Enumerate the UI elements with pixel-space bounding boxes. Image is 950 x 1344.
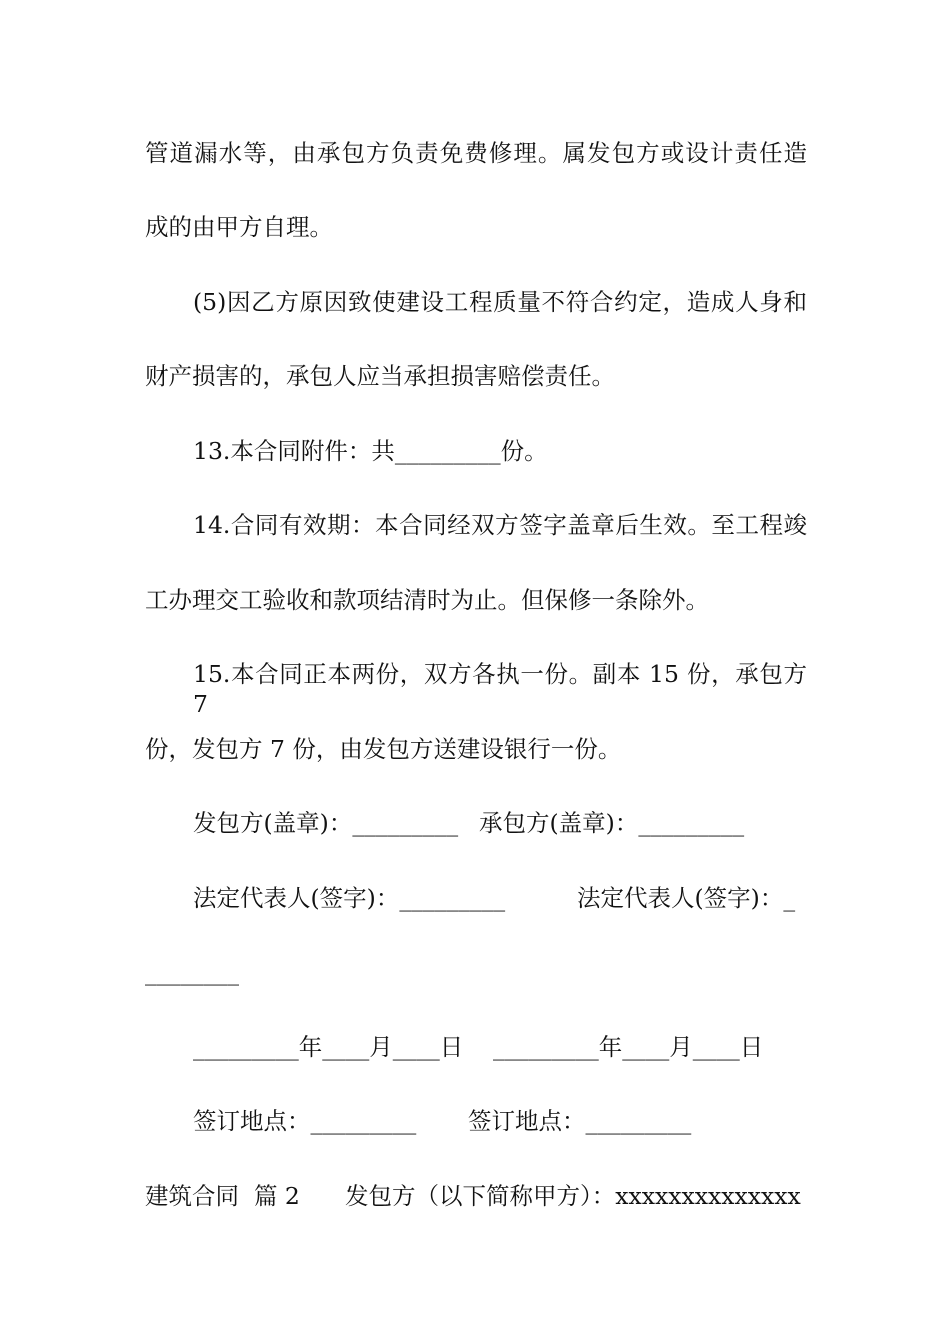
place-row [193,1106,807,1136]
next-section-row [145,1181,807,1211]
paragraph-line: 管道漏水等，由承包方负责免费修理。属发包方或设计责任造 [145,139,807,167]
party-a-seal: 发包方(盖章)：_________ [193,809,459,837]
party-a-date: _________年____月____日 [193,1033,464,1061]
party-b-place: 签订地点：_________ [468,1107,692,1135]
party-b-representative: 法定代表人(签字)：_ [577,884,796,912]
section-title: 建筑合同 篇 2 [145,1182,300,1210]
clause-14: 14.合同有效期：本合同经双方签字盖章后生效。至工程竣 [193,511,807,539]
party-b-date: _________年____月____日 [493,1033,764,1061]
party-b-seal: 承包方(盖章)：_________ [479,809,745,837]
seal-row [193,808,807,838]
clause-15: 15.本合同正本两份，双方各执一份。副本 15 份，承包方 7 [193,660,807,718]
party-a-place: 签订地点：_________ [193,1107,417,1135]
paragraph-line: 财产损害的，承包人应当承担损害赔偿责任。 [145,362,615,390]
party-a-intro: 发包方（以下简称甲方）：xxxxxxxxxxxxxx [345,1182,801,1210]
paragraph-line: 成的由甲方自理。 [145,213,333,241]
paragraph-line: (5)因乙方原因致使建设工程质量不符合约定，造成人身和 [193,288,807,316]
party-a-representative: 法定代表人(签字)：_________ [193,884,506,912]
representative-row [193,883,807,913]
date-row [193,1032,807,1062]
paragraph-line: 工办理交工验收和款项结清时为止。但保修一条除外。 [145,586,709,614]
paragraph-line: 份，发包方 7 份，由发包方送建设银行一份。 [145,735,622,763]
clause-13: 13.本合同附件：共_________份。 [193,437,548,465]
representative-continued: ________ [145,958,239,986]
